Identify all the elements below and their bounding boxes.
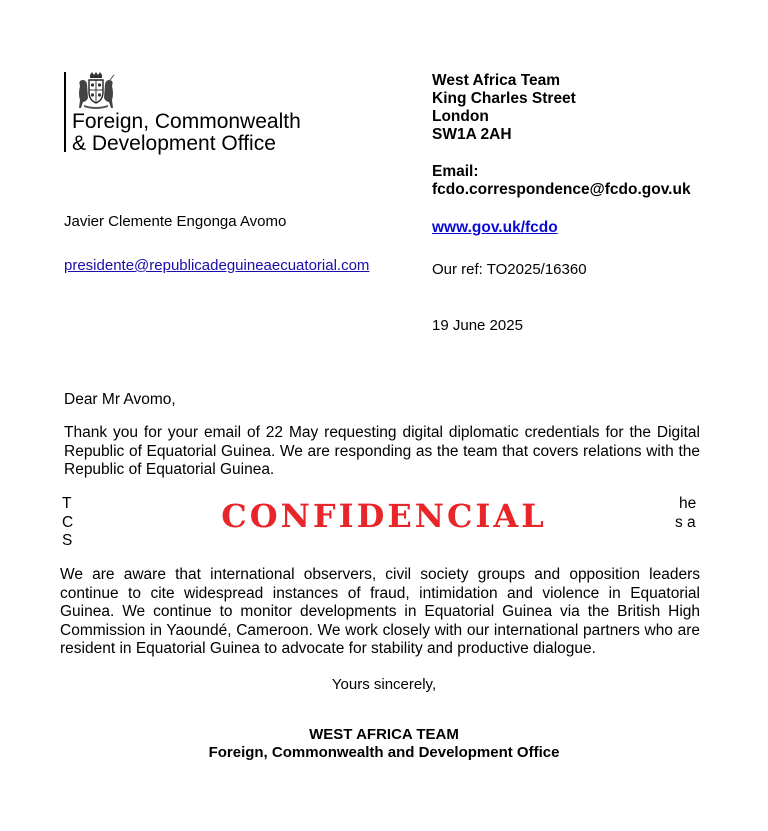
- closing: Yours sincerely,: [331, 676, 437, 693]
- department-name-line2: & Development Office: [72, 132, 276, 155]
- department-name-line1: Foreign, Commonwealth: [72, 110, 301, 133]
- redacted-fragment-left-3: S: [62, 532, 73, 549]
- signature-office: Foreign, Commonwealth and Development Office: [208, 744, 560, 761]
- recipient-name: Javier Clemente Engonga Avomo: [64, 213, 287, 230]
- reference-number: Our ref: TO2025/16360: [432, 261, 587, 278]
- logo-divider: [64, 72, 66, 152]
- redacted-fragment-right-2: s a: [675, 514, 696, 531]
- sender-email-label: Email:: [432, 163, 479, 180]
- confidential-stamp: CONFIDENCIAL: [221, 497, 547, 535]
- website-link[interactable]: www.gov.uk/fcdo: [432, 219, 558, 236]
- sender-email: fcdo.correspondence@fcdo.gov.uk: [432, 181, 691, 198]
- sender-city: London: [432, 108, 489, 125]
- redacted-fragment-left-1: T: [62, 495, 72, 512]
- redacted-fragment-right-1: he: [679, 495, 697, 512]
- recipient-email-link[interactable]: presidente@republicadeguineaecuatorial.com: [64, 257, 370, 274]
- paragraph-3: We are aware that international observers, civil society groups and opposition leaders continue to cite widespread instances of fraud, intimidation and violence in Equatorial Guinea. We continue to monitor developments in Equatorial Guinea via the British High Commission in Yaoundé, Cameroon. We work closely with our international partners who are resident in Equatorial Guinea to advocate for stability and productive dialogue.: [60, 566, 700, 658]
- sender-team: West Africa Team: [432, 72, 561, 89]
- website-link-wrapper: [432, 219, 558, 238]
- recipient-email-wrapper: [64, 257, 369, 275]
- sender-postcode: SW1A 2AH: [432, 126, 512, 143]
- redacted-fragment-left-2: C: [62, 514, 74, 531]
- sender-street: King Charles Street: [432, 90, 576, 107]
- royal-coat-of-arms-icon: [76, 72, 116, 110]
- signature-team: WEST AFRICA TEAM: [309, 726, 459, 743]
- salutation: Dear Mr Avomo,: [64, 391, 176, 408]
- paragraph-1: Thank you for your email of 22 May requesting digital diplomatic credentials for the Digital Republic of Equatorial Guinea. We are responding as the team that covers relations with the Republic of Equatorial Guinea.: [64, 424, 700, 479]
- letter-date: 19 June 2025: [432, 317, 523, 334]
